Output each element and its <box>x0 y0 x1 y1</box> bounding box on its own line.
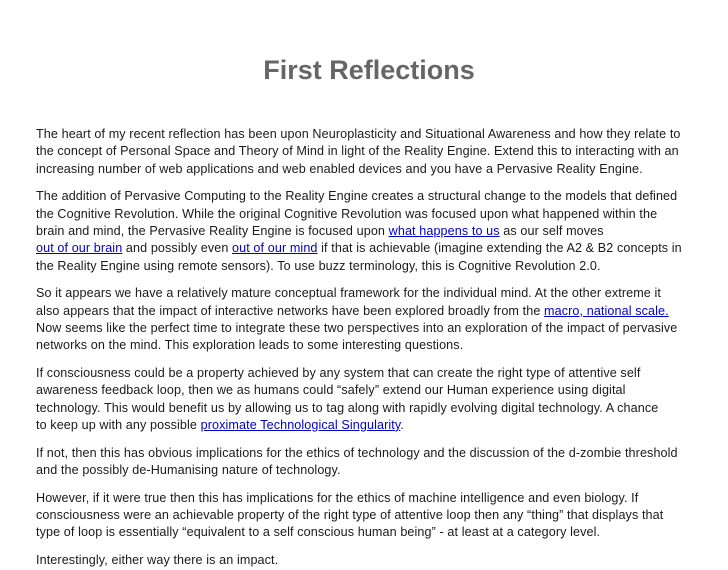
text-run: technology. This would benefit us by allowing us to tag along with rapidly evolving digital technology. A chance <box>36 400 659 415</box>
paragraph <box>36 445 692 480</box>
text-line <box>36 552 692 569</box>
text-line <box>36 188 692 205</box>
text-line <box>36 400 692 417</box>
text-run: Now seems like the perfect time to integrate these two perspectives into an exploration of the impact of pervasive <box>36 320 678 335</box>
text-run: the Cognitive Revolution. While the original Cognitive Revolution was focused upon what happened within the <box>36 206 658 221</box>
text-run: However, if it were true then this has implications for the ethics of machine intelligence and even biology. If <box>36 490 639 505</box>
text-line <box>36 143 692 160</box>
link-proximate-technological-singularity[interactable]: proximate Technological Singularity <box>200 417 401 432</box>
text-line <box>36 365 692 382</box>
paragraph <box>36 552 692 569</box>
paragraph <box>36 126 692 178</box>
link-out-of-our-brain[interactable]: out of our brain <box>36 241 123 256</box>
text-line <box>36 382 692 399</box>
text-run: So it appears we have a relatively mature conceptual framework for the individual mind. At the other extreme it <box>36 286 662 301</box>
text-run: the concept of Personal Space and Theory of Mind in light of the Reality Engine. Extend this to interacting with an <box>36 144 679 159</box>
text-run: . <box>400 417 404 432</box>
text-run: networks on the mind. This exploration leads to some interesting questions. <box>36 338 464 353</box>
paragraph <box>36 285 692 354</box>
text-line <box>36 490 692 507</box>
text-run: also appears that the impact of interactive networks have been explored broadly from the <box>36 303 545 318</box>
page-title: First Reflections <box>263 55 475 85</box>
text-run: awareness feedback loop, then we as humans could “safely” extend our Human experience using digital <box>36 383 626 398</box>
text-run: The addition of Pervasive Computing to the Reality Engine creates a structural change to the models that defined <box>36 189 678 204</box>
link-macro-national-scale[interactable]: macro, national scale. <box>544 303 669 318</box>
text-line <box>36 161 692 178</box>
text-line <box>36 524 692 541</box>
text-line <box>36 240 692 257</box>
text-run: brain and mind, the Pervasive Reality Engine is focused upon <box>36 223 389 238</box>
text-run: and possibly even <box>122 241 233 256</box>
text-run: the Reality Engine using remote sensors). To use buzz terminology, this is Cognitive Revolution 2.0. <box>36 258 601 273</box>
paragraph <box>36 365 692 434</box>
text-line <box>36 223 692 240</box>
text-run: If not, then this has obvious implications for the ethics of technology and the discussion of the d-zombie threshold <box>36 445 678 460</box>
text-line <box>36 462 692 479</box>
text-run: If consciousness could be a property achieved by any system that can create the right type of attentive self <box>36 366 641 381</box>
text-line <box>36 126 692 143</box>
text-line <box>36 258 692 275</box>
paragraph <box>36 490 692 542</box>
text-line <box>36 285 692 302</box>
text-run: Interestingly, either way there is an impact. <box>36 553 279 568</box>
text-run: increasing number of web applications and web enabled devices and you have a Pervasive Reality Engine. <box>36 161 643 176</box>
text-run: as our self moves <box>499 223 604 238</box>
text-line <box>36 507 692 524</box>
text-run: to keep up with any possible <box>36 417 201 432</box>
text-run: if that is achievable (imagine extending the A2 & B2 concepts in <box>317 241 682 256</box>
link-out-of-our-mind[interactable]: out of our mind <box>232 241 318 256</box>
slide-body <box>36 126 692 570</box>
text-run: and the possibly de-Humanising nature of technology. <box>36 463 341 478</box>
paragraph <box>36 188 692 274</box>
text-run: type of loop is essentially “equivalent to a self conscious human being” - at least at a category level. <box>36 525 601 540</box>
text-run: The heart of my recent reflection has been upon Neuroplasticity and Situational Awareness and how they relate to <box>36 127 681 141</box>
text-line <box>36 445 692 462</box>
text-line <box>36 303 692 320</box>
text-line <box>36 206 692 223</box>
text-line <box>36 417 692 434</box>
link-what-happens-to-us[interactable]: what happens to us <box>388 223 500 238</box>
text-line <box>36 337 692 354</box>
text-line <box>36 320 692 337</box>
text-run: consciousness were an achievable property of the right type of attentive loop then any “thing” that displays that <box>36 508 664 523</box>
